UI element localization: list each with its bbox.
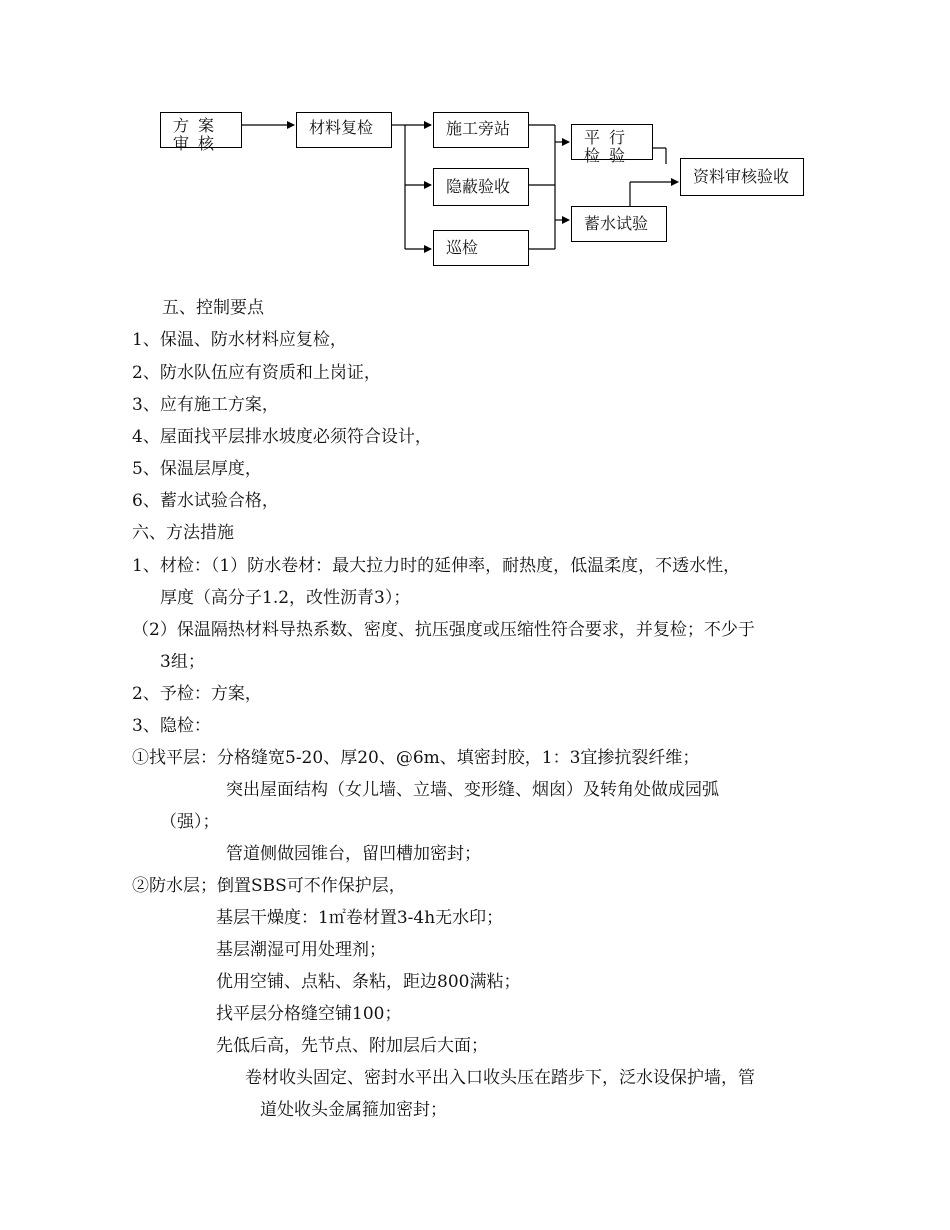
document-review-box <box>680 158 804 196</box>
section6-line: 卷材收头固定、密封水平出入口收头压在踏步下，泛水设保护墙，管 <box>245 1068 755 1088</box>
section6-heading: 六、方法措施 <box>132 523 234 543</box>
construction-supervision-label: 施工旁站 <box>446 119 511 138</box>
section6-line: ①找平层：分格缝宽5-20、厚20、@6m、填密封胶，1：3宜掺抗裂纤维； <box>132 748 700 768</box>
water-test-label: 蓄水试验 <box>584 214 649 233</box>
section6-line: 基层潮湿可用处理剂； <box>216 940 386 960</box>
section6-line: 优用空铺、点粘、条粘，距边800满粘； <box>216 972 521 992</box>
section5-item: 6、蓄水试验合格， <box>132 491 279 511</box>
section5-item: 1、保温、防水材料应复检， <box>132 330 347 350</box>
concealed-inspection-box <box>433 168 529 206</box>
patrol-inspection-box <box>433 230 529 266</box>
section5-item: 2、防水队伍应有资质和上岗证， <box>132 363 381 383</box>
section6-line: ②防水层；倒置SBS可不作保护层， <box>132 876 406 896</box>
section6-line: 管道侧做园锥台，留凹槽加密封； <box>226 844 481 864</box>
material-recheck-box <box>296 112 392 148</box>
water-test-box <box>571 206 667 242</box>
patrol-inspection-label: 巡检 <box>446 238 479 257</box>
section6-line: 2、予检：方案， <box>132 684 262 704</box>
construction-supervision-box <box>433 112 529 148</box>
section6-line: 找平层分格缝空铺100； <box>216 1004 402 1024</box>
flatness-check-label: 平行检验 <box>584 128 635 165</box>
section6-line: （2）保温隔热材料导热系数、密度、抗压强度或压缩性符合要求，并复检；不少于 <box>132 620 755 640</box>
concealed-inspection-label: 隐蔽验收 <box>446 177 511 196</box>
section6-line: 突出屋面结构（女儿墙、立墙、变形缝、烟囱）及转角处做成园弧 <box>226 780 719 800</box>
section6-line: 先低后高，先节点、附加层后大面； <box>216 1036 488 1056</box>
document-review-label: 资料审核验收 <box>693 167 790 186</box>
section6-line: （强）； <box>160 812 220 832</box>
section6-line: 3、隐检： <box>132 716 211 736</box>
section6-line: 道处收头金属箍加密封； <box>260 1100 447 1120</box>
section5-heading: 五、控制要点 <box>162 298 264 318</box>
material-recheck-label: 材料复检 <box>309 118 374 137</box>
section6-line: 厚度（高分子1.2，改性沥青3）； <box>160 588 411 608</box>
section5-item: 4、屋面找平层排水坡度必须符合设计， <box>132 427 432 447</box>
plan-review-label: 方案审核 <box>173 116 224 153</box>
plan-review-box <box>160 112 242 153</box>
section6-line: 3组； <box>160 652 205 672</box>
section6-line: 基层干燥度：1㎡卷材置3-4h无水印； <box>216 908 504 928</box>
section6-line: 1、材检：（1）防水卷材：最大拉力时的延伸率，耐热度，低温柔度，不透水性， <box>132 556 741 576</box>
section5-item: 3、应有施工方案， <box>132 395 279 415</box>
section5-item: 5、保温层厚度， <box>132 459 262 479</box>
flatness-check-box <box>571 124 653 165</box>
